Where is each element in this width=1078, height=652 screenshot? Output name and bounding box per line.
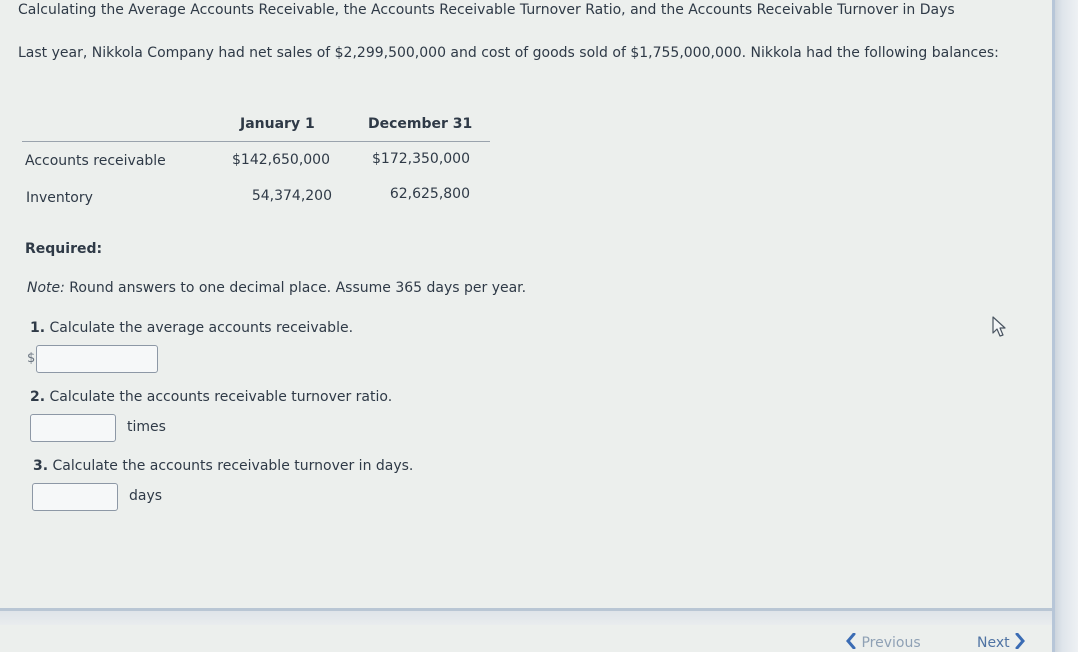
cell-inventory-december: 62,625,800 xyxy=(389,186,470,202)
question-2 xyxy=(30,389,392,405)
mouse-cursor-icon xyxy=(992,316,1006,338)
days-unit-label: days xyxy=(129,488,163,504)
column-header-december: December 31 xyxy=(368,116,473,132)
cell-ar-december: $172,350,000 xyxy=(372,151,470,167)
right-edge-line xyxy=(1052,0,1055,652)
question-2-number: 2. xyxy=(30,389,46,405)
cell-inventory-january: 54,374,200 xyxy=(251,188,332,204)
question-3 xyxy=(33,458,413,474)
row-label-accounts-receivable: Accounts receivable xyxy=(25,153,166,169)
question-1-number: 1. xyxy=(30,320,46,336)
column-header-january: January 1 xyxy=(240,116,315,132)
chevron-right-icon xyxy=(1014,633,1026,649)
turnover-ratio-input[interactable] xyxy=(30,414,116,442)
chevron-left-icon xyxy=(845,633,857,649)
question-1 xyxy=(30,320,353,336)
average-accounts-receivable-input[interactable] xyxy=(36,345,158,373)
footer-band xyxy=(0,611,1052,625)
question-3-text: Calculate the accounts receivable turnover in days. xyxy=(48,458,414,474)
problem-intro: Last year, Nikkola Company had net sales of $2,299,500,000 and cost of goods sold of $1,755,000,000. Nikkola had the following balances: xyxy=(18,45,999,61)
note-label: Note: xyxy=(27,280,65,296)
rounding-note xyxy=(27,280,526,296)
row-label-inventory: Inventory xyxy=(26,190,93,206)
times-unit-label: times xyxy=(127,419,166,435)
previous-button[interactable] xyxy=(845,633,921,651)
cell-ar-january: $142,650,000 xyxy=(232,152,330,168)
table-divider xyxy=(22,141,490,142)
question-1-text: Calculate the average accounts receivable. xyxy=(45,320,354,336)
previous-label: Previous xyxy=(861,635,921,651)
dollar-sign: $ xyxy=(27,351,36,366)
page-title: Calculating the Average Accounts Receivable, the Accounts Receivable Turnover Ratio, and the Accounts Receivable Turnover in Days xyxy=(18,2,955,18)
next-button[interactable] xyxy=(977,633,1026,651)
required-heading: Required: xyxy=(25,241,103,257)
window-right-edge xyxy=(1052,0,1078,652)
question-3-number: 3. xyxy=(33,458,49,474)
next-label: Next xyxy=(977,635,1010,651)
turnover-in-days-input[interactable] xyxy=(32,483,118,511)
question-2-text: Calculate the accounts receivable turnover ratio. xyxy=(45,389,393,405)
note-text: Round answers to one decimal place. Assume 365 days per year. xyxy=(64,280,527,296)
